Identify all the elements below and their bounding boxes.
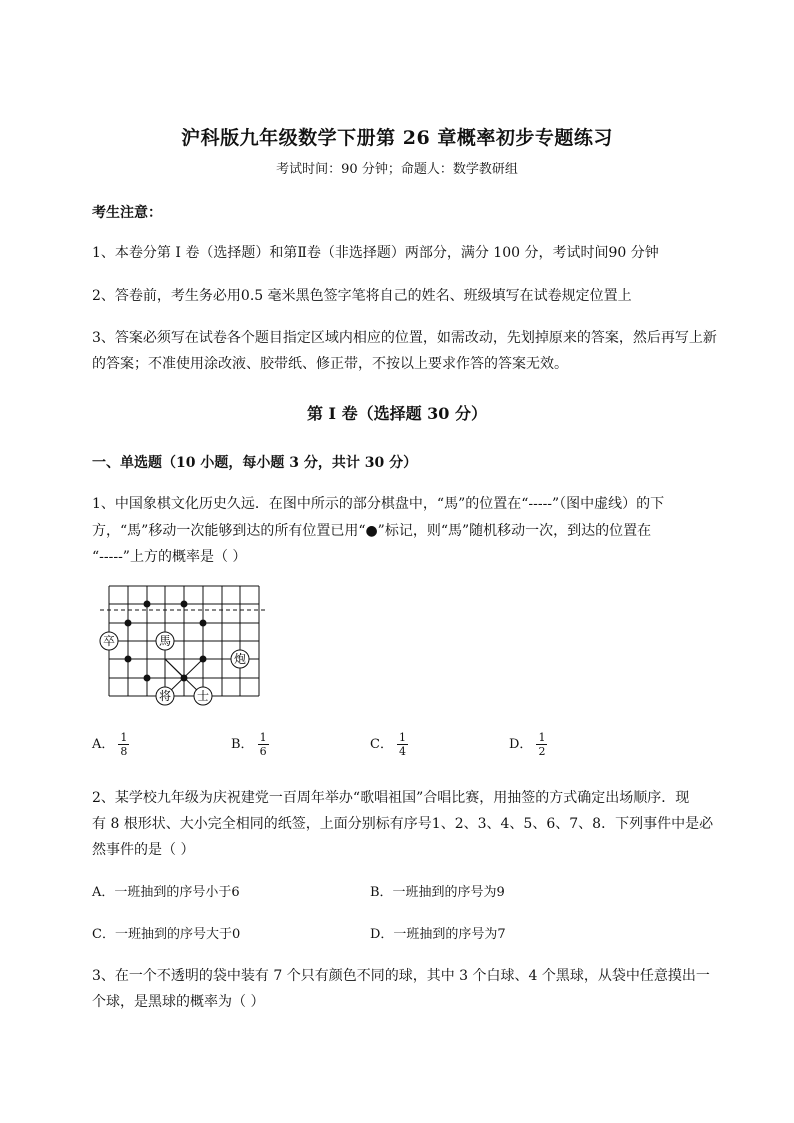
marker-dot <box>181 601 188 608</box>
fraction <box>118 731 129 758</box>
question-3-text: 3、在一个不透明的袋中装有 7 个只有颜色不同的球，其中 3 个白球、4 个黑球，从袋中任意摸出一 <box>92 968 710 984</box>
question-3-text: 个球，是黑球的概率为（ ） <box>92 994 265 1010</box>
marker-dot <box>144 675 151 682</box>
marker-dot <box>200 656 207 663</box>
denominator: 6 <box>259 745 267 758</box>
question-1-text: 方，“馬”移动一次能够到达的所有位置已用“●”标记，则“馬”随机移动一次，到达的位置在 <box>92 523 652 539</box>
marker-dot <box>125 656 132 663</box>
piece-pao: 炮 <box>233 652 247 666</box>
q2-option-b[interactable]: B．一班抽到的序号为9 <box>370 885 505 900</box>
piece-shi: 士 <box>196 689 210 703</box>
piece-zu: 卒 <box>102 634 116 648</box>
denominator: 2 <box>538 745 546 758</box>
notice-item: 1、本卷分第 I 卷（选择题）和第Ⅱ卷（非选择题）两部分，满分 100 分，考试时间90 分钟 <box>92 245 659 261</box>
q1-option-d[interactable] <box>509 731 547 758</box>
marker-dot <box>144 601 151 608</box>
exam-info: 考试时间：90 分钟；命题人：数学教研组 <box>276 162 518 177</box>
denominator: 4 <box>398 745 406 758</box>
numerator: 1 <box>538 731 546 744</box>
q1-option-b[interactable] <box>231 731 269 758</box>
piece-ma: 馬 <box>158 634 172 648</box>
notice-item: 2、答卷前，考生务必用0.5 毫米黑色签字笔将自己的姓名、班级填写在试卷规定位置上 <box>92 288 632 304</box>
q1-option-a[interactable] <box>92 731 129 758</box>
fraction <box>397 731 408 758</box>
q1-option-c[interactable] <box>370 731 408 758</box>
numerator: 1 <box>398 731 406 744</box>
option-letter: A． <box>92 737 115 752</box>
page-title: 沪科版九年级数学下册第 26 章概率初步专题练习 <box>181 127 613 149</box>
part-title: 一、单选题（10 小题，每小题 3 分，共计 30 分） <box>92 455 418 471</box>
fraction <box>536 731 547 758</box>
numerator: 1 <box>120 731 128 744</box>
question-2-text: 有 8 根形状、大小完全相同的纸签，上面分别标有序号1、2、3、4、5、6、7、8．下列事件中是必 <box>92 816 714 832</box>
option-letter: B． <box>231 737 254 752</box>
piece-jiang: 将 <box>158 689 172 703</box>
notice-item: 的答案；不准使用涂改液、胶带纸、修正带，不按以上要求作答的答案无效。 <box>92 356 568 372</box>
question-1-text: “-----”上方的概率是（ ） <box>92 549 247 565</box>
numerator: 1 <box>259 731 267 744</box>
denominator: 8 <box>120 745 128 758</box>
question-2-text: 2、某学校九年级为庆祝建党一百周年举办“歌唱祖国”合唱比赛，用抽签的方式确定出场顺序．现 <box>92 790 690 806</box>
notice-item: 3、答案必须写在试卷各个题目指定区域内相应的位置，如需改动，先划掉原来的答案，然后再写上新 <box>92 330 717 346</box>
option-letter: C． <box>370 737 393 752</box>
fraction <box>258 731 269 758</box>
q2-option-a[interactable]: A．一班抽到的序号小于6 <box>92 885 240 900</box>
marker-dot <box>181 675 188 682</box>
question-2-text: 然事件的是（ ） <box>92 842 195 858</box>
q2-option-c[interactable]: C．一班抽到的序号大于0 <box>92 927 241 942</box>
notice-heading: 考生注意： <box>92 205 162 221</box>
q2-option-d[interactable]: D．一班抽到的序号为7 <box>370 927 506 942</box>
section-title: 第 I 卷（选择题 30 分） <box>306 404 488 423</box>
option-letter: D． <box>509 737 533 752</box>
question-1-text: 1、中国象棋文化历史久远．在图中所示的部分棋盘中，“馬”的位置在“-----”（图中虚线）的下 <box>92 496 665 512</box>
marker-dot <box>125 620 132 627</box>
chessboard-figure <box>92 580 277 710</box>
marker-dot <box>200 620 207 627</box>
